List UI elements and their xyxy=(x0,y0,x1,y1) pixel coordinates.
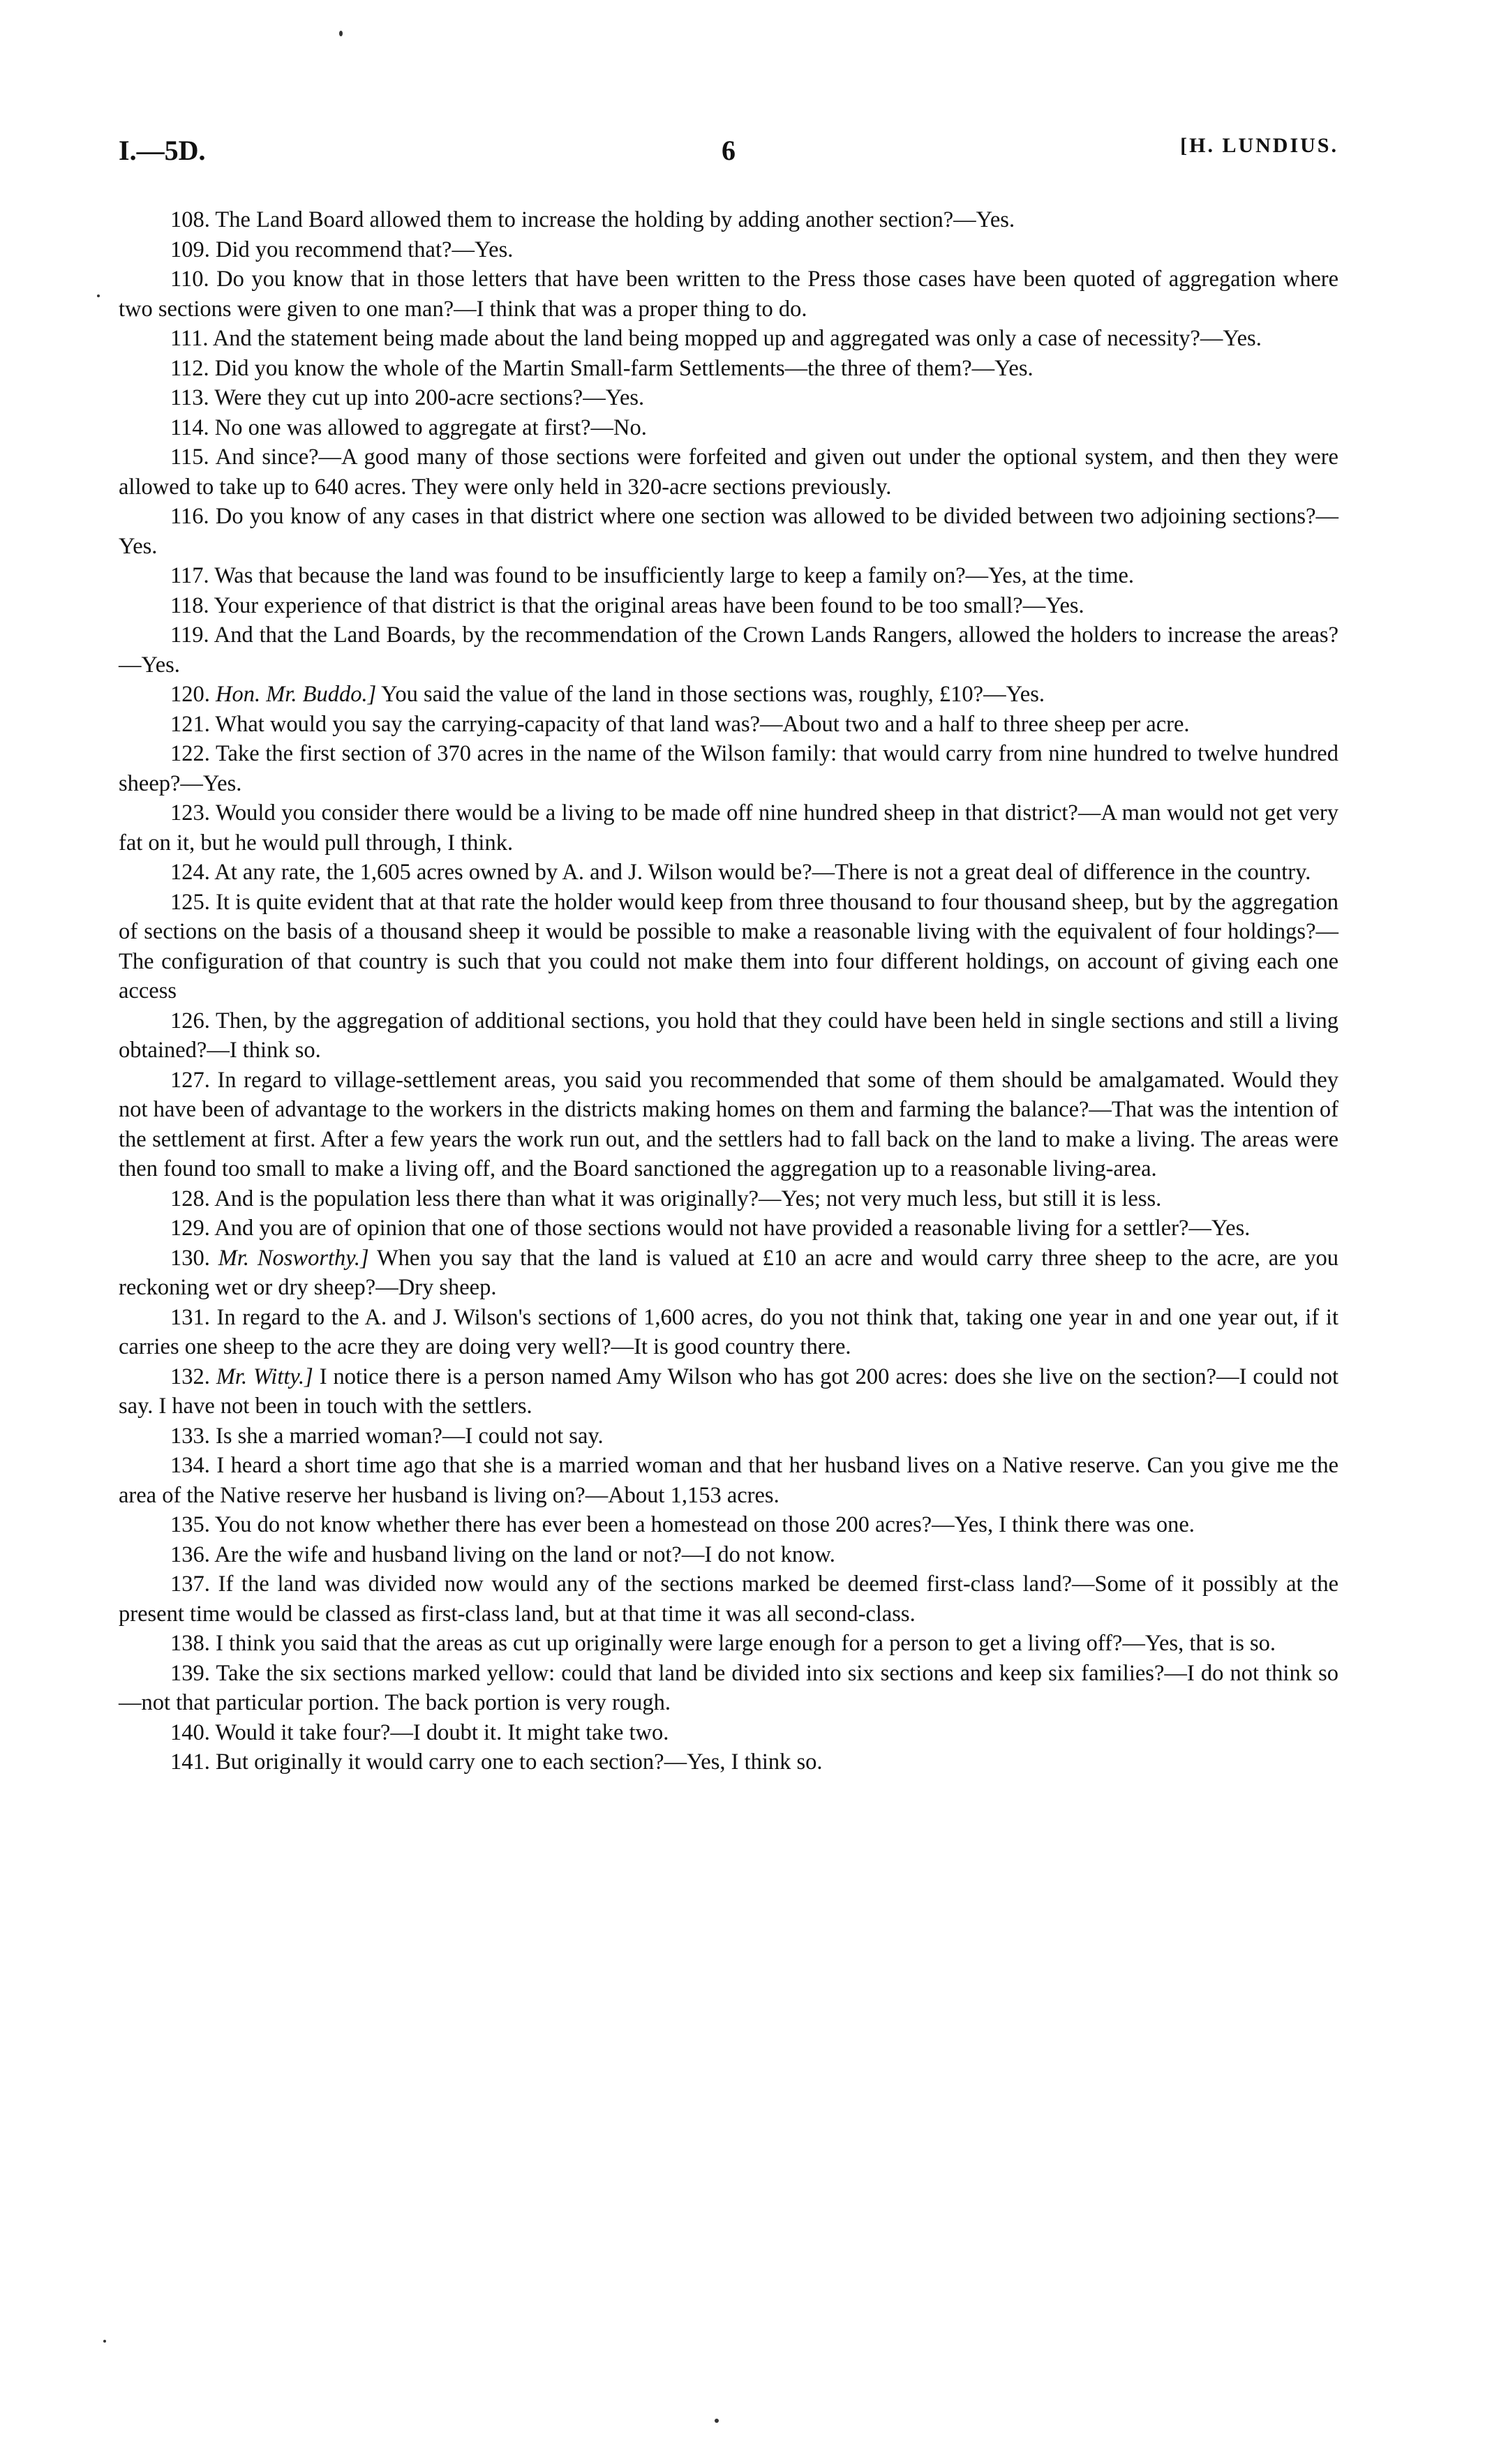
question-133 xyxy=(119,1421,1338,1451)
question-text: You do not know whether there has ever been a homestead on those 200 acres?—Yes, I think there was one. xyxy=(214,1512,1195,1537)
question-139 xyxy=(119,1659,1338,1718)
question-text: Would you consider there would be a living to be made off nine hundred sheep in that district?—A man would not get very fat on it, but he would pull through, I think. xyxy=(119,800,1338,856)
question-number: 123. xyxy=(170,800,210,826)
page-header xyxy=(119,134,1338,176)
question-text: And is the population less there than what it was originally?—Yes; not very much less, but still it is less. xyxy=(214,1186,1162,1211)
question-123 xyxy=(119,798,1338,858)
scan-speck xyxy=(339,31,343,36)
question-number: 115. xyxy=(170,445,209,470)
question-text: Did you know the whole of the Martin Small-farm Settlements—the three of them?—Yes. xyxy=(214,355,1034,381)
question-text: I notice there is a person named Amy Wilson who has got 200 acres: does she live on the section?—I could not say. I have not been in touch with the settlers. xyxy=(119,1364,1339,1419)
question-number: 127. xyxy=(170,1067,210,1093)
question-text: And since?—A good many of those sections were forfeited and given out under the optional system, and then they were allowed to take up to 640 acres. They were only held in 320-acre sections previously. xyxy=(119,445,1338,500)
question-136 xyxy=(119,1540,1338,1570)
question-135 xyxy=(119,1510,1338,1540)
question-141 xyxy=(119,1747,1338,1777)
question-text: No one was allowed to aggregate at first?—No. xyxy=(214,415,647,440)
question-text: When you say that the land is valued at £10 an acre and would carry three sheep to the acre, are you reckoning wet or dry sheep?—Dry sheep. xyxy=(119,1245,1339,1300)
question-text: Was that because the land was found to be insufficiently large to keep a family on?—Yes, at the time. xyxy=(214,563,1135,588)
question-138 xyxy=(119,1629,1338,1659)
question-132 xyxy=(119,1362,1338,1421)
question-number: 124. xyxy=(170,860,210,885)
evidence-body xyxy=(119,205,1338,1777)
question-131 xyxy=(119,1303,1338,1362)
question-number: 130. xyxy=(170,1245,210,1271)
question-text: At any rate, the 1,605 acres owned by A. and J. Wilson would be?—There is not a great deal of difference in the country. xyxy=(214,860,1311,885)
question-113 xyxy=(119,383,1338,413)
question-number: 114. xyxy=(170,415,209,440)
question-111 xyxy=(119,324,1338,354)
question-text: What would you say the carrying-capacity of that land was?—About two and a half to three sheep per acre. xyxy=(215,711,1190,737)
question-number: 136. xyxy=(170,1541,210,1567)
question-110 xyxy=(119,264,1338,324)
question-number: 113. xyxy=(170,385,209,410)
question-number: 112. xyxy=(170,355,209,381)
question-number: 128. xyxy=(170,1186,210,1211)
question-text: If the land was divided now would any of the sections marked be deemed first-class land?—Some of it possibly at the present time would be classed as first-class land, but at that time it was all second-class. xyxy=(119,1571,1338,1627)
question-text: Take the six sections marked yellow: could that land be divided into six sections and keep six families?—I do not think so—not that particular portion. The back portion is very rough. xyxy=(119,1660,1338,1715)
speaker-label: Hon. Mr. Buddo.] xyxy=(216,682,377,707)
question-number: 122. xyxy=(170,741,210,766)
question-130 xyxy=(119,1244,1338,1303)
scan-speck xyxy=(97,294,100,297)
scan-speck xyxy=(103,2340,106,2343)
question-129 xyxy=(119,1214,1338,1244)
question-126 xyxy=(119,1006,1338,1066)
question-number: 108. xyxy=(170,207,210,232)
question-117 xyxy=(119,561,1338,591)
question-text: Take the first section of 370 acres in the name of the Wilson family: that would carry from nine hundred to twelve hundred sheep?—Yes. xyxy=(119,741,1338,796)
question-127 xyxy=(119,1066,1338,1184)
question-text: Did you recommend that?—Yes. xyxy=(216,237,514,262)
question-number: 132. xyxy=(170,1364,210,1389)
question-text: It is quite evident that at that rate the holder would keep from three thousand to four thousand sheep, but by the aggregation of sections on the basis of a thousand sheep it would be possible to make a reasonable living with the equivalent of four holdings?—The configuration of that country is such that you could not make them into four different holdings, on account of giving each one access xyxy=(119,889,1339,1003)
question-125 xyxy=(119,888,1338,1006)
question-text: You said the value of the land in those sections was, roughly, £10?—Yes. xyxy=(381,682,1045,707)
question-number: 118. xyxy=(170,592,209,618)
question-number: 116. xyxy=(170,504,209,529)
question-116 xyxy=(119,502,1338,561)
question-text: Were they cut up into 200-acre sections?—Yes. xyxy=(214,385,645,410)
question-text: Is she a married woman?—I could not say. xyxy=(216,1423,604,1449)
question-108 xyxy=(119,205,1338,235)
question-text: In regard to the A. and J. Wilson's sections of 1,600 acres, do you not think that, taking one year in and one year out, if it carries one sheep to the acre they are doing very well?—It is good country there. xyxy=(119,1304,1338,1359)
scan-speck xyxy=(715,2419,719,2423)
question-122 xyxy=(119,739,1338,798)
question-number: 126. xyxy=(170,1008,210,1033)
question-118 xyxy=(119,591,1338,621)
question-number: 121. xyxy=(170,711,210,737)
question-text: Your experience of that district is that the original areas have been found to be too small?—Yes. xyxy=(214,592,1084,618)
question-134 xyxy=(119,1451,1338,1510)
question-121 xyxy=(119,710,1338,740)
question-124 xyxy=(119,858,1338,888)
question-number: 141. xyxy=(170,1749,210,1775)
question-140 xyxy=(119,1718,1338,1748)
question-text: And the statement being made about the land being mopped up and aggregated was only a case of necessity?—Yes. xyxy=(212,326,1262,351)
question-120 xyxy=(119,680,1338,710)
question-text: Do you know that in those letters that have been written to the Press those cases have been quoted of aggregation where two sections were given to one man?—I think that was a proper thing to do. xyxy=(119,267,1338,322)
question-number: 138. xyxy=(170,1631,210,1656)
question-text: I think you said that the areas as cut up originally were large enough for a person to get a living off?—Yes, that is so. xyxy=(216,1631,1276,1656)
question-number: 111. xyxy=(170,326,209,351)
speaker-label: Mr. Nosworthy.] xyxy=(218,1245,369,1271)
question-text: And that the Land Boards, by the recommendation of the Crown Lands Rangers, allowed the holders to increase the areas?—Yes. xyxy=(119,622,1338,678)
question-115 xyxy=(119,442,1338,502)
question-text: And you are of opinion that one of those sections would not have provided a reasonable living for a settler?—Yes. xyxy=(214,1216,1251,1241)
witness-name: [H. LUNDIUS. xyxy=(1180,134,1338,157)
question-text: Then, by the aggregation of additional sections, you hold that they could have been held in single sections and still a living obtained?—I think so. xyxy=(119,1008,1338,1063)
question-114 xyxy=(119,413,1338,443)
question-number: 120. xyxy=(170,682,210,707)
question-number: 135. xyxy=(170,1512,210,1537)
question-number: 125. xyxy=(170,889,210,915)
question-number: 109. xyxy=(170,237,210,262)
question-text: The Land Board allowed them to increase the holding by adding another section?—Yes. xyxy=(215,207,1015,232)
question-112 xyxy=(119,354,1338,384)
question-109 xyxy=(119,235,1338,265)
question-number: 137. xyxy=(170,1571,210,1597)
question-number: 110. xyxy=(170,267,209,292)
speaker-label: Mr. Witty.] xyxy=(216,1364,313,1389)
question-text: I heard a short time ago that she is a married woman and that her husband lives on a Native reserve. Can you give me the area of the Native reserve her husband is living on?—About 1,153 acres. xyxy=(119,1453,1339,1508)
question-number: 134. xyxy=(170,1453,210,1478)
question-number: 129. xyxy=(170,1216,210,1241)
question-number: 117. xyxy=(170,563,209,588)
question-number: 133. xyxy=(170,1423,210,1449)
question-text: Do you know of any cases in that district where one section was allowed to be divided between two adjoining sections?—Yes. xyxy=(119,504,1338,559)
page-number: 6 xyxy=(722,135,736,166)
question-137 xyxy=(119,1569,1338,1629)
question-128 xyxy=(119,1184,1338,1214)
question-number: 119. xyxy=(170,622,209,648)
question-text: In regard to village-settlement areas, you said you recommended that some of them should be amalgamated. Would they not have been of advantage to the workers in the districts making homes on them and farming the balance?—That was the intention of the settlement at first. After a few years the work run out, and the settlers had to fall back on the land to make a living. The areas were then found too small to make a living off, and the Board sanctioned the aggregation up to a reasonable living-area. xyxy=(119,1067,1338,1181)
question-text: But originally it would carry one to each section?—Yes, I think so. xyxy=(216,1749,823,1775)
question-number: 131. xyxy=(170,1304,210,1330)
question-text: Would it take four?—I doubt it. It might take two. xyxy=(215,1719,669,1745)
paper-reference: I.—5D. xyxy=(119,135,206,166)
question-text: Are the wife and husband living on the land or not?—I do not know. xyxy=(214,1541,835,1567)
question-number: 139. xyxy=(170,1660,210,1686)
question-119 xyxy=(119,620,1338,680)
question-number: 140. xyxy=(170,1719,210,1745)
